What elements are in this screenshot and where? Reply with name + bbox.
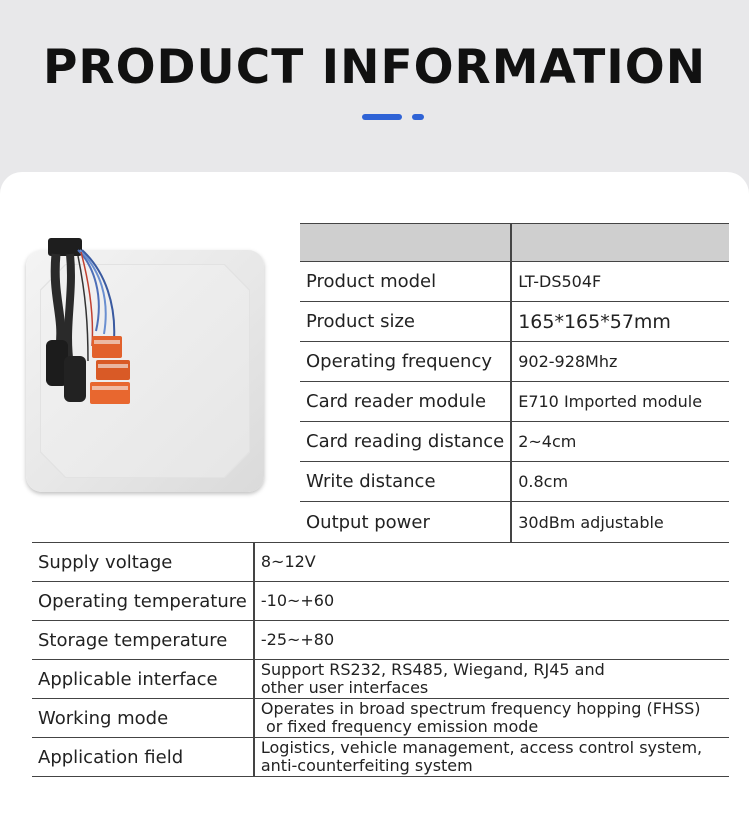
spec-label: Operating temperature xyxy=(32,582,254,621)
table-row xyxy=(300,502,729,543)
spec-label: Output power xyxy=(300,502,511,543)
spec-value: -25~+80 xyxy=(254,621,729,660)
spec-value: 0.8cm xyxy=(511,462,729,502)
spec-value: 30dBm adjustable xyxy=(518,512,664,532)
header-cell-value xyxy=(511,224,729,262)
table-row xyxy=(300,462,729,502)
spec-value-line: Logistics, vehicle management, access control system, xyxy=(260,738,703,757)
table-row xyxy=(32,582,729,621)
spec-value-line: Support RS232, RS485, Wiegand, RJ45 and xyxy=(260,660,605,679)
table-row xyxy=(32,738,729,777)
spec-label: Operating frequency xyxy=(300,342,511,382)
spec-value: 2~4cm xyxy=(511,422,729,462)
spec-label: Storage temperature xyxy=(32,621,254,660)
spec-label: Working mode xyxy=(32,699,254,738)
bottom-spec-table xyxy=(32,542,729,777)
spec-value xyxy=(254,660,729,699)
spec-value xyxy=(254,738,729,777)
spec-label: Product size xyxy=(300,302,511,342)
table-row xyxy=(32,699,729,738)
spec-value: E710 Imported module xyxy=(511,382,729,422)
header-cell-label xyxy=(300,224,511,262)
spec-value: 165*165*57mm xyxy=(511,302,729,342)
spec-value: -10~+60 xyxy=(254,582,729,621)
spec-value-line: or fixed frequency emission mode xyxy=(260,717,539,736)
table-row xyxy=(300,302,729,342)
spec-label: Applicable interface xyxy=(32,660,254,699)
spec-label: Supply voltage xyxy=(32,543,254,582)
spec-value: 8~12V xyxy=(254,543,729,582)
table-header-row xyxy=(300,224,729,262)
spec-label: Card reading distance xyxy=(300,422,511,462)
cable-connectors-icon xyxy=(34,236,164,426)
spec-value: LT-DS504F xyxy=(511,262,729,302)
page-title: PRODUCT INFORMATION xyxy=(42,40,707,95)
spec-value: 902-928Mhz xyxy=(511,342,729,382)
top-spec-table xyxy=(300,223,729,542)
spec-label: Card reader module xyxy=(300,382,511,422)
spec-value-line: anti-counterfeiting system xyxy=(260,756,473,775)
table-row xyxy=(32,543,729,582)
table-row xyxy=(300,262,729,302)
spec-value xyxy=(254,699,729,738)
spec-value-line: Operates in broad spectrum frequency hopping (FHSS) xyxy=(260,699,701,718)
spec-label: Application field xyxy=(32,738,254,777)
title-underline-dot xyxy=(412,114,424,120)
title-underline-long xyxy=(362,114,402,120)
table-row xyxy=(32,660,729,699)
table-row xyxy=(32,621,729,660)
table-row xyxy=(300,342,729,382)
spec-label: Write distance xyxy=(300,462,511,502)
spec-label: Product model xyxy=(300,262,511,302)
table-row xyxy=(300,382,729,422)
spec-value-line: other user interfaces xyxy=(260,678,429,697)
table-row xyxy=(300,422,729,462)
